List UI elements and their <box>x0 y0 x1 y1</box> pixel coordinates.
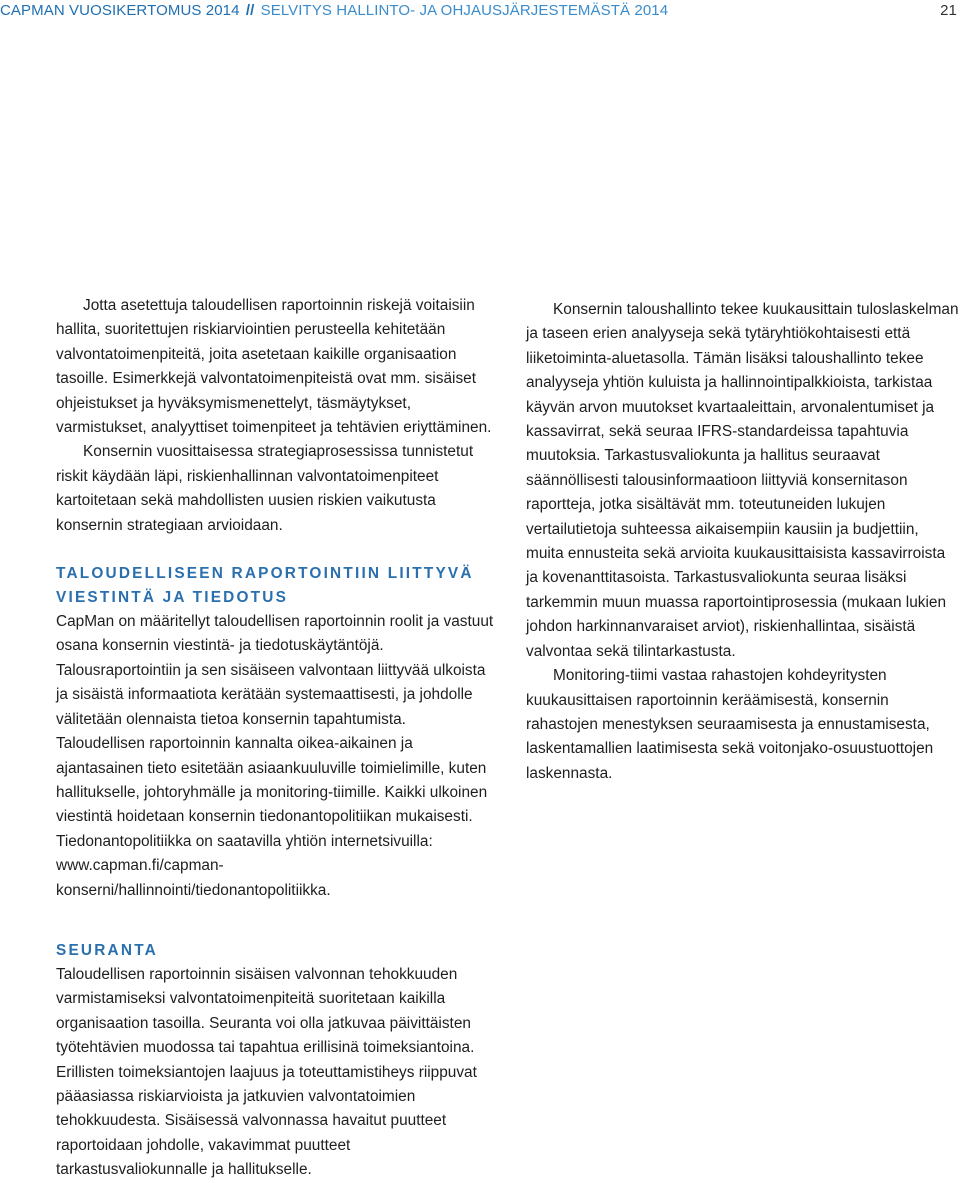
left-column-bottom <box>56 939 494 1183</box>
right-column <box>526 298 960 786</box>
monitoring-team-paragraph: Monitoring-tiimi vastaa rahastojen kohdeyritysten kuukausittaisen raportoinnin keräämisestä, konsernin rahastojen menestyksen seuraamisesta ja ennustamisesta, laskentamallien laatimisesta sekä voitonjako-osuustuottojen laskennasta. <box>526 667 934 782</box>
monitoring-paragraph: Taloudellisen raportoinnin sisäisen valvonnan tehokkuuden varmistamiseksi valvontatoimenpiteitä suoritetaan kaikilla organisaation tasoilla. Seuranta voi olla jatkuvaa päivittäisten työtehtävien muodossa tai tapahtua erillisinä toimeksiantoina. Erillisten toimeksiantojen laajuus ja toteuttamistiheys riippuvat pääasiassa riskiarvioista ja jatkuvien valvontatoimien tehokkuudesta. Sisäisessä valvonnassa havaitut puutteet raportoidaan johdolle, vakavimmat puutteet tarkastusvaliokunnalle ja hallitukselle. <box>56 966 477 1179</box>
intro-paragraph: Jotta asetettuja taloudellisen raportoinnin riskejä voitaisiin hallita, suoritettujen riskiarviointien perusteella kehitetään valvontatoimenpiteitä, joita asetetaan kaikille organisaation tasoille. Esimerkkejä valvontatoimenpiteistä ovat mm. sisäiset ohjeistukset ja hyväksymismenettelyt, täsmäytykset, varmistukset, analyyttiset toimenpiteet ja tehtävien eriyttäminen. <box>56 297 492 437</box>
page-number: 21 <box>940 2 957 19</box>
section-title: SELVITYS HALLINTO- JA OHJAUSJÄRJESTEMÄSTÄ 2014 <box>260 2 669 19</box>
strategy-paragraph: Konsernin vuosittaisessa strategiaprosessissa tunnistetut riskit käydään läpi, riskienhallinnan valvontatoimenpiteet kartoitetaan sekä mahdollisten uusien riskien vaikutusta konsernin strategiaan arvioidaan. <box>56 443 474 534</box>
communication-heading: TALOUDELLISEEN RAPORTOINTIIN LIITTYVÄ VIESTINTÄ JA TIEDOTUS <box>56 565 474 607</box>
communication-paragraph-2: Talousraportointiin ja sen sisäiseen valvontaan liittyvää ulkoista ja sisäistä informaatiota kerätään systemaattisesti, ja johdolle välitetään olennaista tietoa konsernin tapahtumista. Taloudellisen raportoinnin kannalta oikea-aikainen ja ajantasainen tieto esitetään asiaankuuluville toimielimille, kuten hallitukselle, johtoryhmälle ja monitoring-tiimille. Kaikki ulkoinen viestintä hoidetaan konsernin tiedonantopolitiikan mukaisesti. Tiedonantopolitiikka on saatavilla yhtiön internetsivuilla: www.capman.fi/capman-konserni/hallinnointi/tiedonantopolitiikka. <box>56 661 488 899</box>
running-header <box>0 2 960 24</box>
communication-paragraph-1: CapMan on määritellyt taloudellisen raportoinnin roolit ja vastuut osana konsernin viestintä- ja tiedotuskäytäntöjä. <box>56 613 494 655</box>
monitoring-heading: SEURANTA <box>56 942 158 959</box>
publication-title: CAPMAN VUOSIKERTOMUS 2014 <box>0 2 240 19</box>
header-separator: // <box>245 2 255 19</box>
finance-paragraph: Konsernin taloushallinto tekee kuukausittain tuloslaskelman ja taseen erien analyyseja sekä tytäryhtiökohtaisesti että liiketoiminta-aluetasolla. Tämän lisäksi taloushallinto tekee analyyseja yhtiön kuluista ja hallinnointipalkkioista, tarkistaa käyvän arvon muutokset kvartaaleittain, arvonalentumiset ja kassavirrat, sekä seuraa IFRS-standardeissa tapahtuvia muutoksia. Tarkastusvaliokunta ja hallitus seuraavat säännöllisesti talousinformaatioon liittyviä konsernitason raportteja, jotka sisältävät mm. toteutuneiden lukujen vertailutietoja suhteessa aikaisempiin kausiin ja budjettiin, muita ennusteita sekä arvioita kuukausittaisista kassavirroista ja kovenanttitasoista. Tarkastusvaliokunta seuraa lisäksi tarkemmin muun muassa raportointiprosessia (mukaan lukien johdon harkinnanvaraiset arviot), riskienhallintaa, sisäistä valvontaa sekä tilintarkastusta. <box>526 301 959 660</box>
spacer <box>56 538 494 562</box>
left-column-top <box>56 294 494 903</box>
